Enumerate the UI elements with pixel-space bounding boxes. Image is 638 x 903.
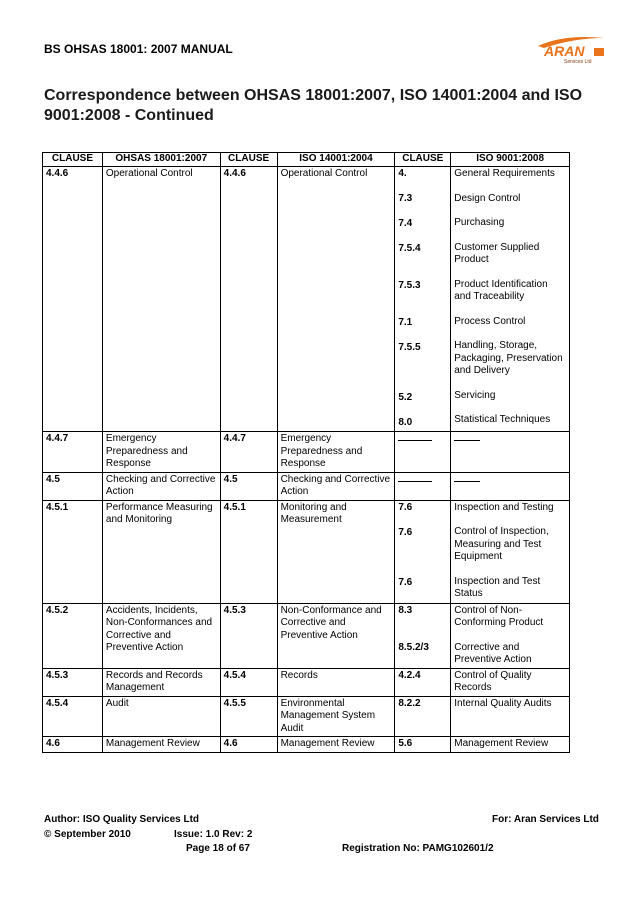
- footer-for: For: Aran Services Ltd: [492, 814, 599, 825]
- iso14001-requirement-cell: Management Review: [277, 737, 395, 753]
- iso9001-requirement-cell: [451, 603, 570, 668]
- empty-dash: [398, 474, 432, 482]
- iso9001-requirement: Process Control: [454, 315, 526, 327]
- iso9001-requirement: Purchasing: [454, 217, 505, 228]
- iso9001-clause: 5.6: [398, 738, 413, 749]
- table-row: [43, 432, 570, 473]
- iso9001-clause: 7.1: [398, 317, 413, 328]
- table-row: [43, 696, 570, 737]
- svg-text:ARAN: ARAN: [544, 43, 585, 59]
- footer-copyright: © September 2010: [44, 829, 131, 840]
- iso9001-clause-cell: [395, 737, 451, 753]
- ohsas-requirement-cell: Checking and Corrective Action: [102, 472, 220, 500]
- iso9001-requirement: Management Review: [454, 738, 549, 749]
- column-header: OHSAS 18001:2007: [102, 153, 220, 167]
- ohsas-requirement-cell: Management Review: [102, 737, 220, 753]
- iso9001-requirement: Internal Quality Audits: [454, 697, 552, 709]
- iso9001-clause: 8.0: [398, 417, 413, 428]
- iso9001-clause-cell: [395, 472, 451, 500]
- empty-dash: [454, 433, 480, 441]
- iso14001-clause-cell: 4.6: [220, 737, 277, 753]
- iso9001-clause-cell: [395, 603, 451, 668]
- spacer: [398, 565, 447, 577]
- spacer: [454, 630, 566, 642]
- iso14001-requirement-cell: Emergency Preparedness and Response: [277, 432, 395, 473]
- spacer: [454, 564, 566, 576]
- table-row: [43, 668, 570, 696]
- spacer: [398, 330, 447, 342]
- iso9001-clause-cell: [395, 668, 451, 696]
- iso14001-clause-cell: 4.5: [220, 472, 277, 500]
- table-header-row: [43, 153, 570, 167]
- iso9001-clause: 7.5.5: [398, 342, 421, 353]
- iso9001-clause: 7.3: [398, 193, 413, 204]
- ohsas-requirement-cell: Performance Measuring and Monitoring: [102, 500, 220, 603]
- spacer: [398, 231, 447, 243]
- spacer: [398, 268, 447, 280]
- iso9001-clause-cell: [395, 696, 451, 737]
- iso14001-requirement-cell: Checking and Corrective Action: [277, 472, 395, 500]
- spacer: [398, 380, 447, 392]
- page-heading: Correspondence between OHSAS 18001:2007, ISO 14001:2004 and ISO 9001:2008 - Continued: [44, 87, 583, 124]
- spacer: [454, 181, 566, 193]
- spacer: [454, 328, 566, 340]
- spacer: [454, 205, 566, 217]
- iso9001-requirement: Statistical Techniques: [454, 414, 551, 425]
- ohsas-clause-cell: 4.4.7: [43, 432, 103, 473]
- ohsas-clause-cell: 4.4.6: [43, 167, 103, 432]
- manual-title: BS OHSAS 18001: 2007 MANUAL: [44, 42, 233, 56]
- table-row: [43, 737, 570, 753]
- ohsas-clause-cell: 4.5.3: [43, 668, 103, 696]
- iso9001-requirement: Product Identification and Traceability: [454, 278, 548, 302]
- iso14001-requirement-cell: Operational Control: [277, 167, 395, 432]
- iso9001-requirement: Control of Quality Records: [454, 669, 532, 693]
- spacer: [454, 378, 566, 390]
- table-row: [43, 500, 570, 603]
- iso9001-requirement: Inspection and Test Status: [454, 575, 541, 599]
- footer-author: Author: ISO Quality Services Ltd: [44, 814, 200, 825]
- iso9001-clause: 7.5.3: [398, 280, 421, 291]
- iso9001-requirement: Corrective and Preventive Action: [454, 641, 532, 665]
- spacer: [398, 515, 447, 527]
- iso14001-clause-cell: 4.5.1: [220, 500, 277, 603]
- column-header: CLAUSE: [395, 153, 451, 167]
- empty-dash: [398, 433, 432, 441]
- table-body: [43, 167, 570, 753]
- iso9001-clause: 5.2: [398, 392, 413, 403]
- ohsas-requirement-cell: Audit: [102, 696, 220, 737]
- iso9001-clause: 4.2.4: [398, 669, 421, 681]
- footer-page: Page 18 of 67: [186, 843, 250, 854]
- iso9001-requirement: General Requirements: [454, 168, 555, 179]
- iso14001-clause-cell: 4.4.7: [220, 432, 277, 473]
- aran-logo: [534, 32, 608, 66]
- spacer: [454, 230, 566, 242]
- iso9001-requirement: Control of Inspection, Measuring and Test Equipment: [454, 526, 549, 562]
- iso14001-requirement-cell: Non-Conformance and Corrective and Preventive Action: [277, 603, 395, 668]
- spacer: [454, 402, 566, 414]
- iso14001-clause-cell: 4.5.3: [220, 603, 277, 668]
- column-header: ISO 14001:2004: [277, 153, 395, 167]
- iso9001-requirement-cell: [451, 500, 570, 603]
- table-row: [43, 472, 570, 500]
- spacer: [454, 267, 566, 279]
- iso9001-requirement-cell: [451, 668, 570, 696]
- iso9001-clause: 8.5.2/3: [398, 641, 429, 653]
- iso14001-clause-cell: 4.5.4: [220, 668, 277, 696]
- column-header: CLAUSE: [220, 153, 277, 167]
- iso9001-requirement: Design Control: [454, 192, 521, 204]
- iso14001-clause-cell: 4.4.6: [220, 167, 277, 432]
- correspondence-table: [42, 152, 570, 753]
- ohsas-requirement-cell: Records and Records Management: [102, 668, 220, 696]
- iso9001-clause: 7.5.4: [398, 243, 421, 254]
- iso9001-requirement-cell: [451, 472, 570, 500]
- iso9001-requirement-cell: [451, 737, 570, 753]
- iso9001-clause-cell: [395, 167, 451, 432]
- iso14001-requirement-cell: Environmental Management System Audit: [277, 696, 395, 737]
- iso9001-requirement: Control of Non-Conforming Product: [454, 604, 544, 628]
- footer-issue: Issue: 1.0 Rev: 2: [174, 829, 253, 840]
- iso9001-clause: 4.: [398, 168, 407, 179]
- spacer: [398, 206, 447, 218]
- ohsas-clause-cell: 4.5.2: [43, 603, 103, 668]
- iso9001-clause-cell: [395, 500, 451, 603]
- spacer: [454, 514, 566, 526]
- iso9001-requirement-cell: [451, 167, 570, 432]
- svg-text:Services Ltd: Services Ltd: [564, 59, 592, 65]
- iso9001-requirement: Handling, Storage, Packaging, Preservation and Delivery: [454, 340, 563, 376]
- ohsas-clause-cell: 4.5: [43, 472, 103, 500]
- iso9001-requirement: Customer Supplied Product: [454, 241, 540, 265]
- iso9001-clause: 7.6: [398, 501, 413, 513]
- spacer: [398, 181, 447, 193]
- ohsas-requirement-cell: Emergency Preparedness and Response: [102, 432, 220, 473]
- table-row: [43, 167, 570, 432]
- iso9001-requirement: Servicing: [454, 389, 496, 401]
- iso9001-clause: 8.2.2: [398, 697, 421, 709]
- iso9001-clause: 7.6: [398, 576, 413, 588]
- iso9001-requirement: Inspection and Testing: [454, 501, 554, 513]
- iso9001-clause-cell: [395, 432, 451, 473]
- iso9001-clause: 8.3: [398, 604, 413, 616]
- ohsas-requirement-cell: Accidents, Incidents, Non-Conformances and Corrective and Preventive Action: [102, 603, 220, 668]
- table-row: [43, 603, 570, 668]
- empty-dash: [454, 474, 480, 482]
- iso9001-clause: 7.6: [398, 526, 413, 538]
- iso14001-clause-cell: 4.5.5: [220, 696, 277, 737]
- spacer: [398, 405, 447, 417]
- iso9001-clause: 7.4: [398, 218, 413, 229]
- iso14001-requirement-cell: Monitoring and Measurement: [277, 500, 395, 603]
- column-header: CLAUSE: [43, 153, 103, 167]
- column-header: ISO 9001:2008: [451, 153, 570, 167]
- iso9001-requirement-cell: [451, 696, 570, 737]
- ohsas-requirement-cell: Operational Control: [102, 167, 220, 432]
- iso14001-requirement-cell: Records: [277, 668, 395, 696]
- ohsas-clause-cell: 4.6: [43, 737, 103, 753]
- iso9001-requirement-cell: [451, 432, 570, 473]
- spacer: [398, 305, 447, 317]
- ohsas-clause-cell: 4.5.4: [43, 696, 103, 737]
- spacer: [398, 630, 447, 642]
- ohsas-clause-cell: 4.5.1: [43, 500, 103, 603]
- footer-registration: Registration No: PAMG102601/2: [342, 843, 494, 854]
- spacer: [454, 304, 566, 316]
